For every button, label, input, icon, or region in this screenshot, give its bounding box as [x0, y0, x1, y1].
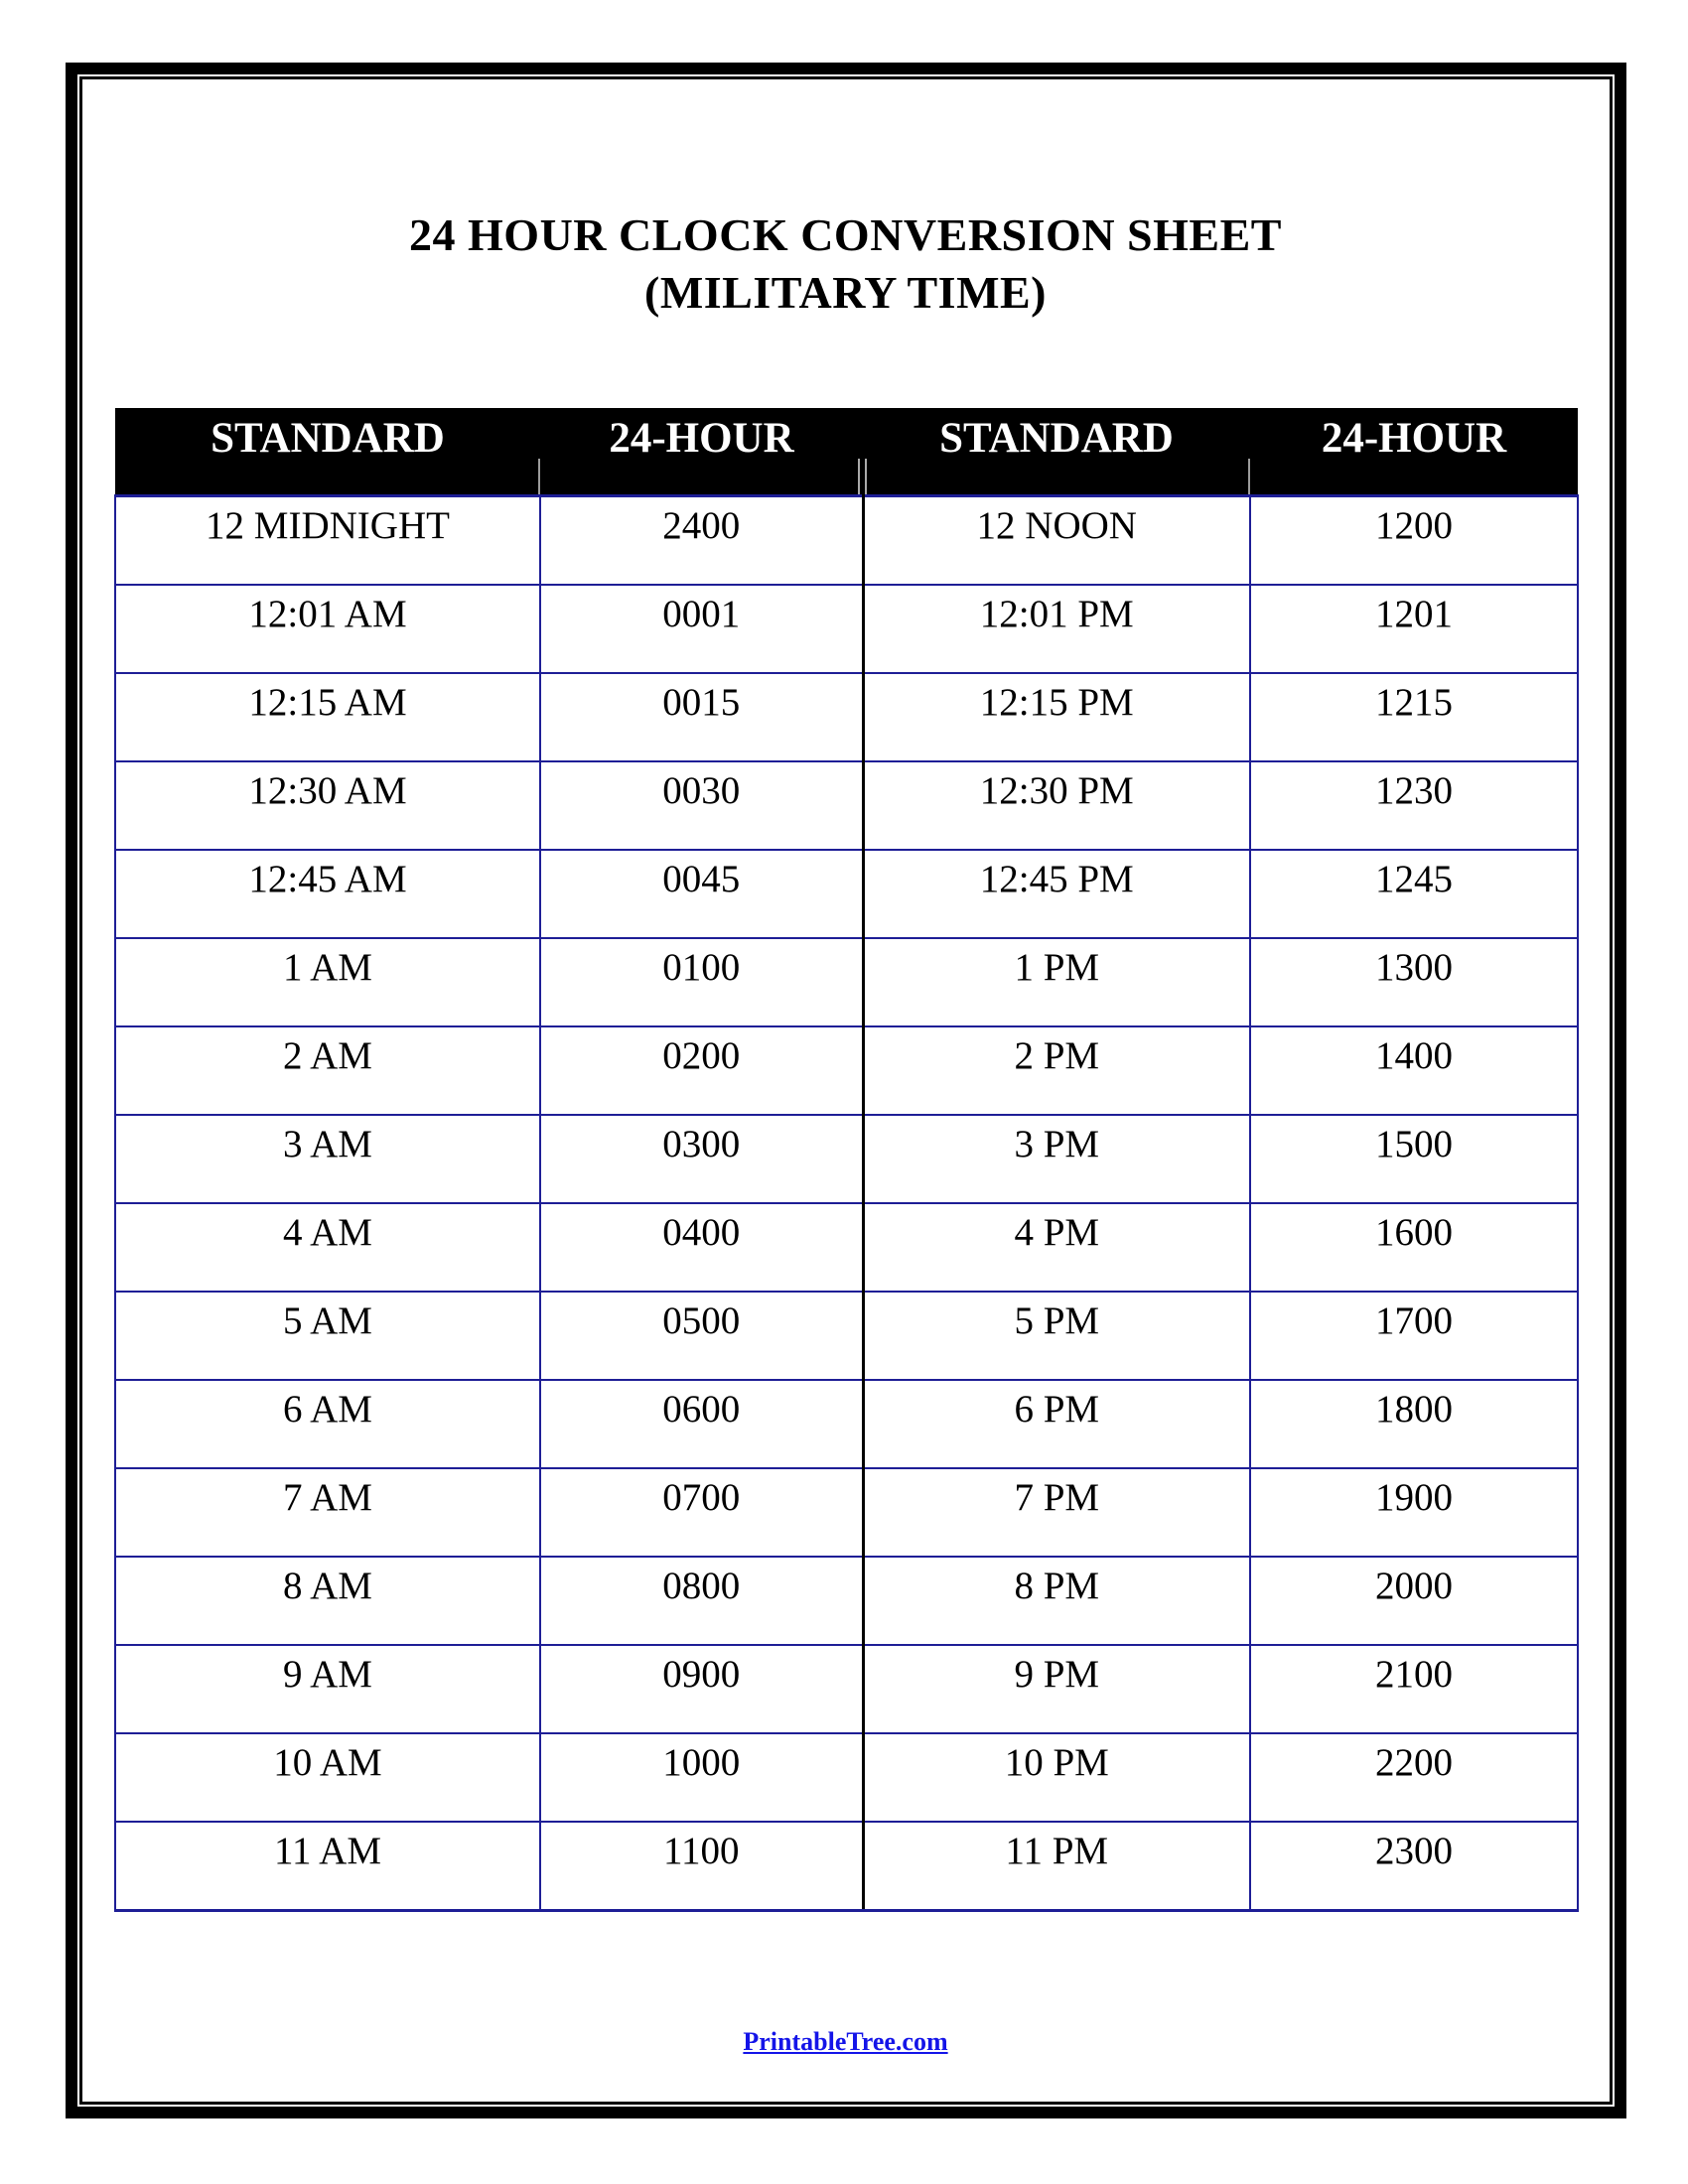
column-header-standard-right: STANDARD: [863, 408, 1250, 496]
cell-standard-right: 11 PM: [863, 1822, 1250, 1911]
conversion-table: [114, 408, 1579, 1912]
cell-standard-left: 3 AM: [115, 1115, 540, 1203]
table-row: [115, 1380, 1578, 1468]
cell-standard-left: 12:15 AM: [115, 673, 540, 761]
cell-24hour-right: 1900: [1250, 1468, 1578, 1557]
table-row: [115, 1645, 1578, 1733]
table-header-row: [115, 408, 1578, 496]
cell-24hour-left: 1000: [540, 1733, 863, 1822]
table-row: [115, 1292, 1578, 1380]
cell-24hour-right: 1400: [1250, 1026, 1578, 1115]
cell-standard-right: 7 PM: [863, 1468, 1250, 1557]
cell-24hour-right: 1300: [1250, 938, 1578, 1026]
cell-24hour-left: 0300: [540, 1115, 863, 1203]
cell-24hour-right: 1700: [1250, 1292, 1578, 1380]
cell-24hour-right: 2100: [1250, 1645, 1578, 1733]
cell-standard-right: 4 PM: [863, 1203, 1250, 1292]
table-row: [115, 1733, 1578, 1822]
cell-24hour-left: 0400: [540, 1203, 863, 1292]
cell-24hour-left: 0900: [540, 1645, 863, 1733]
cell-24hour-left: 2400: [540, 496, 863, 586]
cell-24hour-right: 1230: [1250, 761, 1578, 850]
column-header-standard-left: STANDARD: [115, 408, 540, 496]
cell-24hour-left: 0045: [540, 850, 863, 938]
cell-24hour-right: 1200: [1250, 496, 1578, 586]
cell-standard-left: 1 AM: [115, 938, 540, 1026]
table-row: [115, 1557, 1578, 1645]
cell-standard-left: 5 AM: [115, 1292, 540, 1380]
cell-standard-left: 12:30 AM: [115, 761, 540, 850]
cell-24hour-right: 2000: [1250, 1557, 1578, 1645]
cell-standard-right: 12:01 PM: [863, 585, 1250, 673]
document-title: [114, 206, 1577, 322]
cell-standard-right: 2 PM: [863, 1026, 1250, 1115]
cell-24hour-left: 0030: [540, 761, 863, 850]
cell-24hour-right: 1201: [1250, 585, 1578, 673]
cell-24hour-left: 0100: [540, 938, 863, 1026]
table-row: [115, 585, 1578, 673]
cell-standard-right: 12:15 PM: [863, 673, 1250, 761]
column-header-24hour-left: 24-HOUR: [540, 408, 863, 496]
title-line-2: (MILITARY TIME): [644, 267, 1047, 318]
cell-24hour-left: 0015: [540, 673, 863, 761]
conversion-table-container: [114, 408, 1577, 1912]
table-row: [115, 496, 1578, 586]
footer-link[interactable]: PrintableTree.com: [743, 2027, 948, 2056]
table-row: [115, 1115, 1578, 1203]
table-row: [115, 1822, 1578, 1911]
cell-standard-left: 12:45 AM: [115, 850, 540, 938]
cell-standard-right: 12 NOON: [863, 496, 1250, 586]
cell-24hour-right: 1600: [1250, 1203, 1578, 1292]
table-row: [115, 1026, 1578, 1115]
cell-standard-left: 12:01 AM: [115, 585, 540, 673]
cell-24hour-right: 1215: [1250, 673, 1578, 761]
table-row: [115, 673, 1578, 761]
table-row: [115, 1468, 1578, 1557]
cell-24hour-right: 2200: [1250, 1733, 1578, 1822]
cell-standard-right: 1 PM: [863, 938, 1250, 1026]
cell-24hour-right: 1245: [1250, 850, 1578, 938]
table-row: [115, 1203, 1578, 1292]
cell-24hour-left: 0600: [540, 1380, 863, 1468]
cell-standard-left: 6 AM: [115, 1380, 540, 1468]
header-divider-line: [538, 459, 540, 494]
cell-standard-left: 4 AM: [115, 1203, 540, 1292]
cell-24hour-left: 0700: [540, 1468, 863, 1557]
cell-standard-left: 8 AM: [115, 1557, 540, 1645]
cell-standard-left: 10 AM: [115, 1733, 540, 1822]
cell-24hour-left: 0001: [540, 585, 863, 673]
cell-standard-right: 12:45 PM: [863, 850, 1250, 938]
cell-standard-right: 5 PM: [863, 1292, 1250, 1380]
header-divider-line: [1248, 459, 1250, 494]
cell-standard-left: 9 AM: [115, 1645, 540, 1733]
cell-24hour-right: 1500: [1250, 1115, 1578, 1203]
cell-standard-left: 11 AM: [115, 1822, 540, 1911]
cell-standard-right: 9 PM: [863, 1645, 1250, 1733]
cell-standard-left: 12 MIDNIGHT: [115, 496, 540, 586]
table-row: [115, 850, 1578, 938]
title-line-1: 24 HOUR CLOCK CONVERSION SHEET: [409, 209, 1282, 260]
cell-24hour-right: 2300: [1250, 1822, 1578, 1911]
cell-24hour-left: 0500: [540, 1292, 863, 1380]
footer: [114, 2027, 1577, 2057]
cell-standard-right: 6 PM: [863, 1380, 1250, 1468]
header-divider-line-center: [858, 459, 867, 494]
cell-standard-right: 12:30 PM: [863, 761, 1250, 850]
cell-standard-left: 2 AM: [115, 1026, 540, 1115]
cell-24hour-left: 1100: [540, 1822, 863, 1911]
cell-24hour-left: 0800: [540, 1557, 863, 1645]
cell-standard-right: 10 PM: [863, 1733, 1250, 1822]
cell-standard-right: 8 PM: [863, 1557, 1250, 1645]
cell-24hour-right: 1800: [1250, 1380, 1578, 1468]
cell-standard-left: 7 AM: [115, 1468, 540, 1557]
table-row: [115, 938, 1578, 1026]
table-row: [115, 761, 1578, 850]
cell-standard-right: 3 PM: [863, 1115, 1250, 1203]
column-header-24hour-right: 24-HOUR: [1250, 408, 1578, 496]
cell-24hour-left: 0200: [540, 1026, 863, 1115]
